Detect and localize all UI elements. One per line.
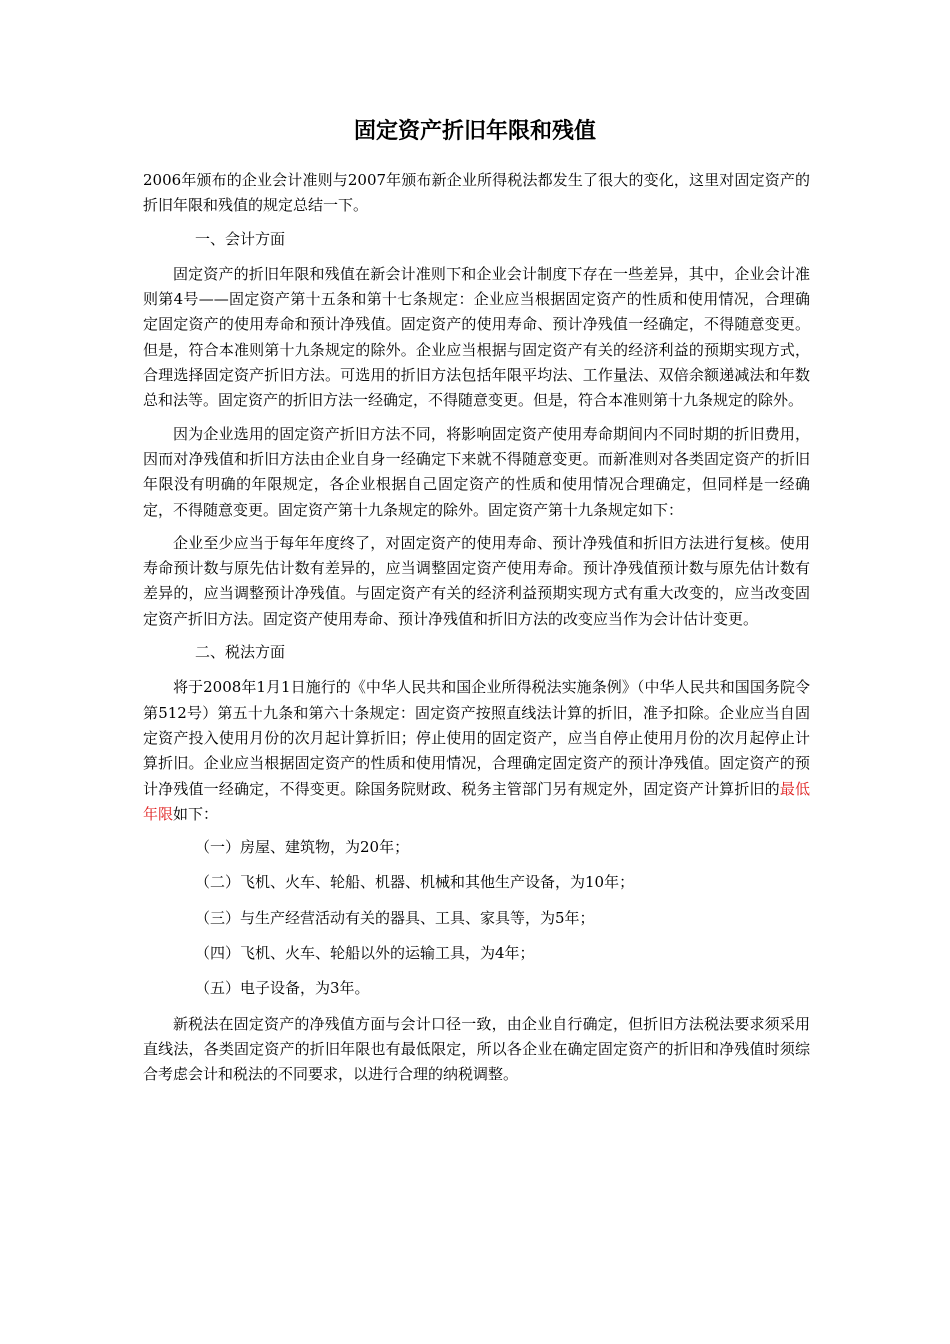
highlight-min-years: 最低年限 — [143, 779, 810, 823]
closing-paragraph: 新税法在固定资产的净残值方面与会计口径一致，由企业自行确定，但折旧方法税法要求须采用直线法，各类固定资产的折旧年限也有最低限定，所以各企业在确定固定资产的折旧和净残值时须综合考虑会计和税法的不同要求，以进行合理的纳税调整。 — [143, 1014, 810, 1084]
document-title: 固定资产折旧年限和残值 — [353, 118, 596, 144]
section-heading-tax: 二、税法方面 — [195, 643, 286, 662]
list-item: （一）房屋、建筑物，为20年； — [195, 838, 410, 857]
accounting-paragraph-1: 固定资产的折旧年限和残值在新会计准则下和企业会计制度下存在一些差异，其中，企业会计准则第4号——固定资产第十五条和第十七条规定：企业应当根据固定资产的性质和使用情况，合理确定固定资产的使用寿命和预计净残值。固定资产的使用寿命、预计净残值一经确定，不得随意变更。但是，符合本准则第十九条规定的除外。企业应当根据与固定资产有关的经济利益的预期实现方式，合理选择固定资产折旧方法。可选用的折旧方法包括年限平均法、工作量法、双倍余额递减法和年数总和法等。固定资产的折旧方法一经确定，不得随意变更。但是，符合本准则第十九条规定的除外。 — [143, 264, 810, 410]
accounting-paragraph-3: 企业至少应当于每年年度终了，对固定资产的使用寿命、预计净残值和折旧方法进行复核。使用寿命预计数与原先估计数有差异的，应当调整固定资产使用寿命。预计净残值预计数与原先估计数有差异的，应当调整预计净残值。与固定资产有关的经济利益预期实现方式有重大改变的，应当改变固定资产折旧方法。固定资产使用寿命、预计净残值和折旧方法的改变应当作为会计估计变更。 — [143, 533, 810, 628]
accounting-paragraph-2: 因为企业选用的固定资产折旧方法不同，将影响固定资产使用寿命期间内不同时期的折旧费用，因而对净残值和折旧方法由企业自身一经确定下来就不得随意变更。而新准则对各类固定资产的折旧年限没有明确的年限规定，各企业根据自己固定资产的性质和使用情况合理确定，但同样是一经确定，不得随意变更。固定资产第十九条规定的除外。固定资产第十九条规定如下： — [143, 424, 810, 519]
section-heading-accounting: 一、会计方面 — [195, 229, 286, 248]
tax-paragraph-1-text: 将于2008年1月1日施行的《中华人民共和国企业所得税法实施条例》（中华人民共和国国务院令第512号）第五十九条和第六十条规定：固定资产按照直线法计算的折旧，准予扣除。企业应当自固定资产投入使用月份的次月起计算折旧；停止使用的固定资产，应当自停止使用月份的次月起停止计算折旧。企业应当根据固定资产的性质和使用情况，合理确定固定资产的预计净残值。固定资产的预计净残值一经确定，不得变更。除国务院财政、税务主管部门另有规定外，固定资产计算折旧的 — [143, 678, 810, 798]
list-item: （二）飞机、火车、轮船、机器、机械和其他生产设备，为10年； — [195, 873, 635, 892]
intro-paragraph: 2006年颁布的企业会计准则与2007年颁布新企业所得税法都发生了很大的变化，这里对固定资产的折旧年限和残值的规定总结一下。 — [143, 171, 810, 215]
tax-paragraph-1-tail: 如下： — [173, 804, 219, 823]
list-item: （五）电子设备，为3年。 — [195, 979, 370, 998]
list-item: （三）与生产经营活动有关的器具、工具、家具等，为5年； — [195, 908, 595, 927]
document-body — [143, 168, 810, 1096]
tax-paragraph-1 — [143, 675, 810, 827]
list-item: （四）飞机、火车、轮船以外的运输工具，为4年； — [195, 944, 535, 963]
